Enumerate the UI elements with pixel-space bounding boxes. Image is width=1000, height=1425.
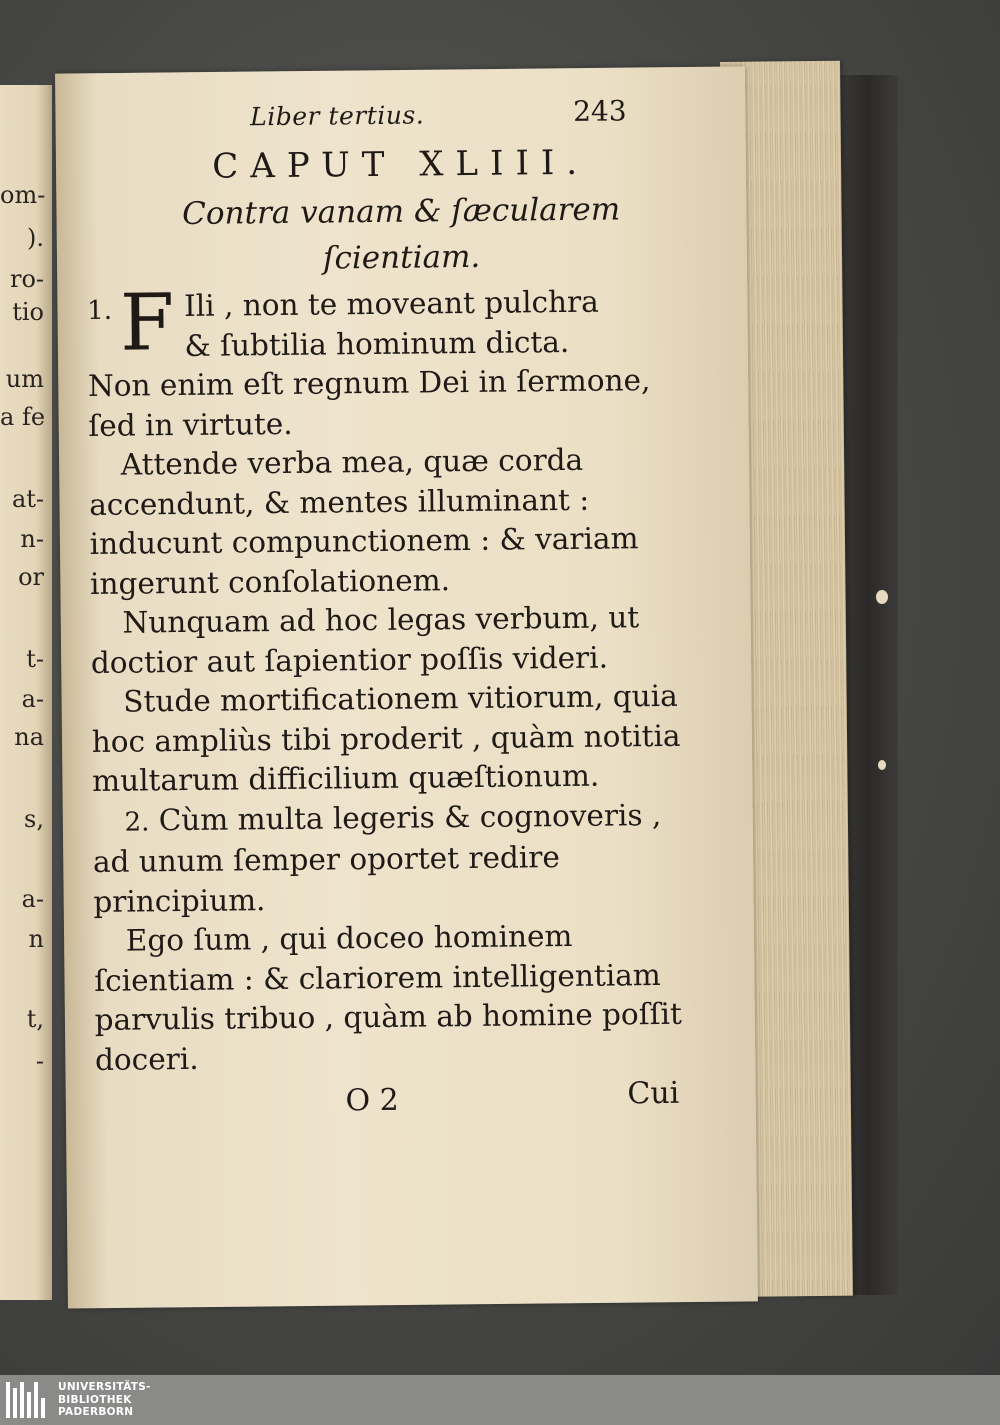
paragraph: Attende verba mea, quæ corda accendunt, & mentes illuminant : inducunt compunctionem : & variam ingerunt conſolationem. [89,442,639,601]
left-page-text: ro- [9,265,44,293]
left-page-text: t, [26,1005,44,1033]
left-page-text: ). [27,224,44,252]
left-page-text: um [5,365,44,393]
body-text [87,278,695,1080]
cover-wear-mark [876,590,888,604]
left-page-text: n- [20,525,44,553]
chapter-title: CAPUT XLIII. [212,142,590,187]
chapter-subtitle [86,186,687,284]
left-page-text: tio [12,298,44,326]
chapter-subtitle-line: Contra vanam & ſæcularem [182,191,621,232]
paragraph-line: & ſubtilia hominum dicta. [184,324,570,363]
library-banner [0,1375,1000,1425]
left-page-text: t- [26,645,44,673]
library-name [58,1381,151,1419]
page-number: 243 [572,94,627,128]
left-page-text: or [18,563,44,591]
running-title: Liber tertius. [250,100,425,132]
paragraph-number: 2. [124,806,150,838]
paragraph-number: 1. [87,295,113,326]
left-page-text: a fe [0,403,46,431]
left-page-text: - [35,1047,44,1075]
left-page-fragment [0,85,52,1300]
left-page-text: om- [0,181,46,209]
chapter-subtitle-line: ſcientiam. [322,238,481,277]
paragraph-text: Non enim eſt regnum Dei in ſermone, ſed in virtute. [87,363,651,443]
paragraph: Stude mortificationem vitiorum, quia hoc ampliùs tibi proderit , quàm notitia multarum difficilium quæſtionum. [91,678,681,798]
library-name-line: BIBLIOTHEK [58,1393,132,1406]
catchword: Cui [627,1075,680,1112]
paragraph: Ego ſum , qui doceo hominem ſcientiam : & clariorem intelligentiam parvulis tribuo , quàm ab homine poſſit doceri. [94,918,683,1077]
left-page-text: a- [21,885,44,913]
running-head [85,94,685,146]
left-page-text: na [14,723,44,751]
paragraph [87,278,689,446]
signature-mark: O 2 [345,1082,399,1119]
left-page-text: n [28,925,44,953]
paragraph: Nunquam ad hoc legas verbum, ut doctior aut ſapientior poſſis videri. [90,600,640,680]
page-text-block [85,94,696,1130]
library-name-line: PADERBORN [58,1406,134,1418]
drop-cap: F [119,278,175,369]
paragraph [92,795,693,922]
library-name-line: UNIVERSITÄTS- [58,1381,151,1393]
page-footer [95,1076,695,1130]
left-page-text: s, [24,805,44,833]
left-page-text: at- [11,485,44,513]
cover-wear-mark [878,760,886,770]
left-page-text: a- [21,685,44,713]
paragraph-text: Cùm multa legeris & cognoveris , ad unum ſemper oportet redire principium. [92,797,662,919]
paragraph-line: Ili , non te moveant pulchra [183,284,599,323]
library-logo-icon [6,1382,46,1418]
